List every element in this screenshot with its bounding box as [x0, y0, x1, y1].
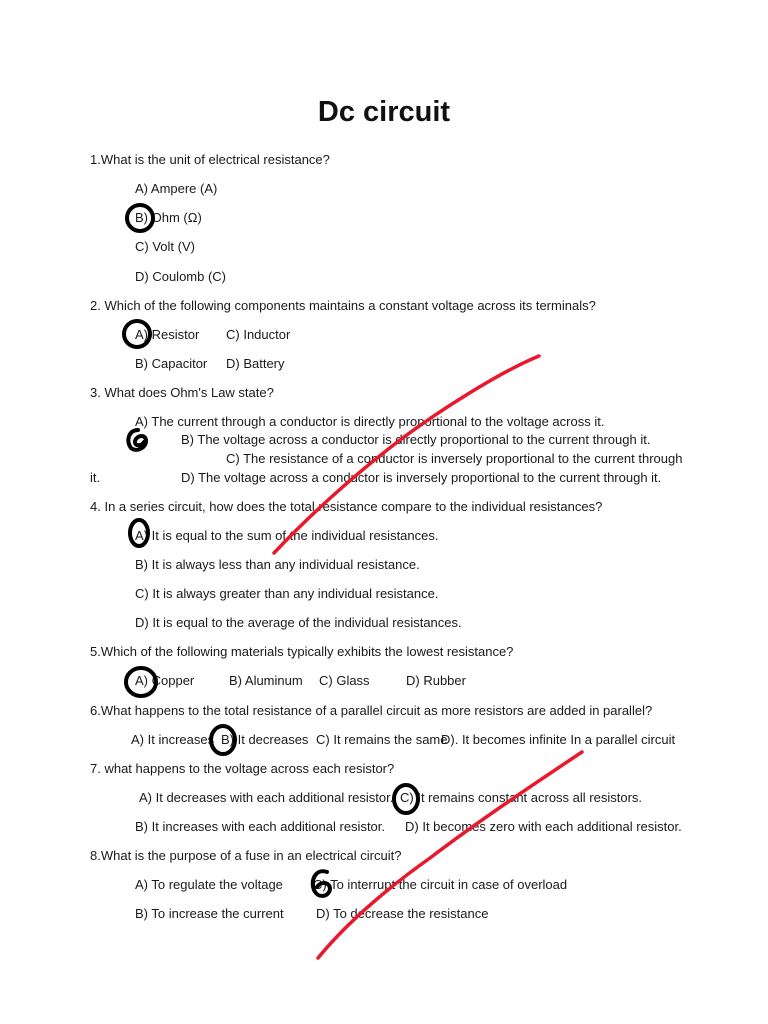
q8-option-d: D) To decrease the resistance	[316, 906, 489, 921]
q3-option-c-cont: it.	[90, 470, 101, 485]
q5-option-c: C) Glass	[319, 673, 370, 688]
question-1: 1.What is the unit of electrical resistance?	[90, 152, 330, 167]
q8-option-c: C) To interrupt the circuit in case of overload	[313, 877, 568, 892]
q4-option-a: A) It is equal to the sum of the individual resistances.	[135, 528, 439, 543]
q6-option-d: D). It becomes infinite In a parallel circuit	[441, 732, 676, 747]
question-3: 3. What does Ohm's Law state?	[90, 385, 274, 400]
question-8: 8.What is the purpose of a fuse in an electrical circuit?	[90, 848, 402, 863]
q4-option-d: D) It is equal to the average of the individual resistances.	[135, 615, 462, 630]
q1-option-c: C) Volt (V)	[135, 239, 195, 254]
q1-option-a: A) Ampere (A)	[135, 181, 218, 196]
q8-option-b: B) To increase the current	[135, 906, 284, 921]
page-title: Dc circuit	[317, 96, 451, 128]
question-2: 2. Which of the following components maintains a constant voltage across its terminals?	[90, 298, 596, 313]
q3-option-a: A) The current through a conductor is directly proportional to the voltage across it.	[135, 414, 605, 429]
q3-option-b: B) The voltage across a conductor is directly proportional to the current through it.	[181, 432, 651, 447]
question-4: 4. In a series circuit, how does the total resistance compare to the individual resistances?	[90, 499, 603, 514]
q3-option-c: C) The resistance of a conductor is inversely proportional to the current through	[226, 451, 683, 466]
question-7: 7. what happens to the voltage across each resistor?	[90, 761, 395, 776]
q1-option-d: D) Coulomb (C)	[135, 269, 227, 284]
q7-option-d: D) It becomes zero with each additional resistor.	[405, 819, 682, 834]
q7-option-c: C) It remains constant across all resistors.	[400, 790, 643, 805]
q5-option-b: B) Aluminum	[229, 673, 303, 688]
q2-option-a: A) Resistor	[135, 327, 200, 342]
question-5: 5.Which of the following materials typically exhibits the lowest resistance?	[90, 644, 514, 659]
q6-option-b: B) It decreases	[221, 732, 309, 747]
q2-option-c: C) Inductor	[226, 327, 291, 342]
q4-option-c: C) It is always greater than any individual resistance.	[135, 586, 439, 601]
question-6: 6.What happens to the total resistance of a parallel circuit as more resistors are added in parallel?	[90, 703, 653, 718]
q4-option-b: B) It is always less than any individual resistance.	[135, 557, 420, 572]
q3-option-d: D) The voltage across a conductor is inversely proportional to the current through it.	[181, 470, 662, 485]
q5-option-d: D) Rubber	[406, 673, 466, 688]
q7-option-b: B) It increases with each additional resistor.	[135, 819, 386, 834]
answer-mark-q3	[128, 430, 146, 450]
q6-option-a: A) It increases	[131, 732, 215, 747]
q2-option-d: D) Battery	[226, 356, 285, 371]
q1-option-b: B) Ohm (Ω)	[135, 210, 202, 225]
q5-option-a: A) Copper	[135, 673, 195, 688]
q7-option-a: A) It decreases with each additional resistor.	[139, 790, 394, 805]
q2-option-b: B) Capacitor	[135, 356, 208, 371]
q8-option-a: A) To regulate the voltage	[135, 877, 283, 892]
q6-option-c: C) It remains the same	[316, 732, 448, 747]
